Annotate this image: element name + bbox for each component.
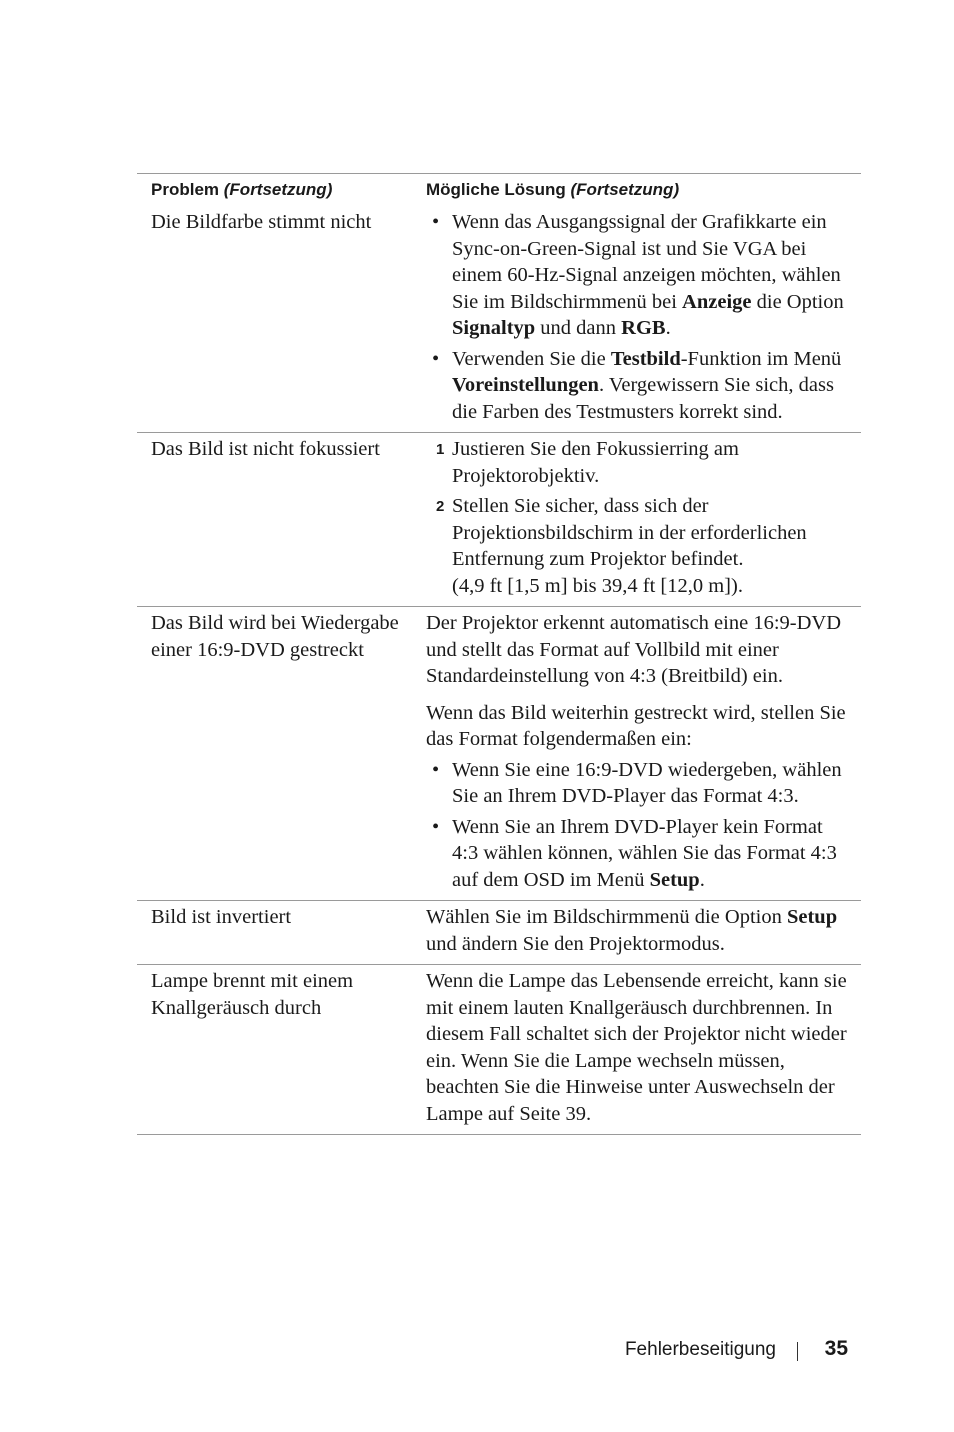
problem-cell: Bild ist invertiert bbox=[151, 906, 292, 928]
solution-cell bbox=[426, 433, 861, 606]
list-item: • Wenn Sie an Ihrem DVD-Player kein Format 4:3 wählen können, wählen Sie das Format 4:3 auf dem OSD im Menü Setup. bbox=[432, 815, 837, 891]
bullet: • bbox=[432, 815, 440, 838]
paragraph: Der Projektor erkennt automatisch eine 16:9-DVD und stellt das Format auf Vollbild mit einer Standardeinstellung von 4:3 (Breitbild) ein. bbox=[426, 612, 842, 687]
table-row bbox=[137, 901, 861, 965]
table-row bbox=[137, 433, 861, 607]
list-item: 1 Justieren Sie den Fokussierring am Projektorobjektiv. bbox=[436, 438, 739, 487]
problem-cell: Das Bild wird bei Wiedergabe einer 16:9-DVD gestreckt bbox=[151, 612, 399, 661]
header-problem: Problem (Fortsetzung) bbox=[151, 180, 333, 199]
solution-cell: Wählen Sie im Bildschirmmenü die Option Setup und ändern Sie den Projektormodus. bbox=[426, 906, 838, 955]
solution-cell bbox=[426, 607, 861, 900]
header-solution: Mögliche Lösung (Fortsetzung) bbox=[426, 180, 680, 199]
page-number: 35 bbox=[824, 1337, 848, 1360]
page-footer bbox=[600, 1337, 850, 1367]
troubleshooting-table bbox=[137, 173, 861, 1135]
step-number: 1 bbox=[436, 441, 445, 458]
list-item: • Wenn Sie eine 16:9-DVD wiedergeben, wählen Sie an Ihrem DVD-Player das Format 4:3. bbox=[432, 758, 842, 807]
list-item: • Wenn das Ausgangssignal der Grafikkarte ein Sync-on-Green-Signal ist und Sie VGA bei einem 60-Hz-Signal anzeigen möchten, wählen Sie im Bildschirmmenü bei Anzeige die Option Signaltyp und dann RGB. bbox=[432, 211, 844, 339]
paragraph: Wenn das Bild weiterhin gestreckt wird, stellen Sie das Format folgendermaßen ein: bbox=[426, 701, 846, 750]
bullet: • bbox=[432, 211, 440, 233]
table-row bbox=[137, 206, 861, 433]
footer-section-title: Fehlerbeseitigung bbox=[624, 1339, 776, 1360]
table-row bbox=[137, 607, 861, 901]
bullet: • bbox=[432, 347, 440, 370]
table-header bbox=[137, 174, 861, 206]
solution-cell bbox=[426, 206, 861, 432]
footer-divider bbox=[797, 1342, 798, 1361]
table-row bbox=[137, 965, 861, 1135]
bullet: • bbox=[432, 758, 440, 781]
list-item: • Verwenden Sie die Testbild-Funktion im Menü Voreinstellungen. Vergewissern Sie sich, dass die Farben des Testmusters korrekt sind. bbox=[432, 347, 842, 423]
solution-cell: Wenn die Lampe das Lebensende erreicht, kann sie mit einem lauten Knallgeräusch durchbrennen. In diesem Fall schaltet sich der Projektor nicht wieder ein. Wenn Sie die Lampe wechseln müssen, beachten Sie die Hinweise unter Auswechseln der Lampe auf Seite 39. bbox=[426, 970, 847, 1125]
list-item: 2 Stellen Sie sicher, dass sich der Projektionsbildschirm in der erforderlichen Entfernung zum Projektor befindet. (4,9 ft [1,5 m] bis 39,4 ft [12,0 m]). bbox=[436, 495, 807, 597]
problem-cell: Lampe brennt mit einem Knallgeräusch durch bbox=[151, 970, 354, 1019]
problem-cell: Die Bildfarbe stimmt nicht bbox=[151, 211, 372, 233]
step-number: 2 bbox=[436, 498, 445, 515]
problem-cell: Das Bild ist nicht fokussiert bbox=[151, 438, 380, 460]
